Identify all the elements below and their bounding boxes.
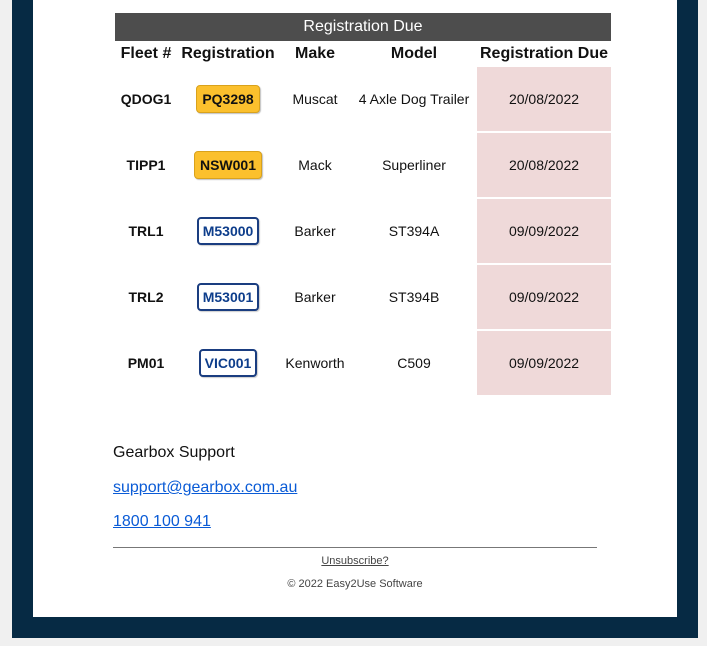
registration-table bbox=[115, 41, 611, 397]
column-header-fleet: Fleet # bbox=[120, 45, 172, 62]
registration-plate: NSW001 bbox=[194, 151, 262, 179]
make: Muscat bbox=[279, 67, 351, 132]
model: ST394B bbox=[351, 264, 477, 330]
model: 4 Axle Dog Trailer bbox=[351, 67, 477, 132]
registration-due-date: 09/09/2022 bbox=[477, 198, 611, 264]
fleet-number: TRL1 bbox=[115, 198, 177, 264]
fleet-number: TRL2 bbox=[115, 264, 177, 330]
registration-plate: PQ3298 bbox=[196, 85, 259, 113]
table-row bbox=[115, 330, 611, 396]
support-title: Gearbox Support bbox=[113, 444, 235, 461]
registration-due-date: 09/09/2022 bbox=[477, 264, 611, 330]
registration-due-section bbox=[115, 13, 611, 397]
table-row bbox=[115, 264, 611, 330]
make: Kenworth bbox=[279, 330, 351, 396]
email-card bbox=[33, 0, 677, 617]
make: Barker bbox=[279, 264, 351, 330]
section-banner: Registration Due bbox=[115, 13, 611, 41]
registration-due-date: 09/09/2022 bbox=[477, 330, 611, 396]
email-frame bbox=[12, 0, 698, 638]
unsubscribe-link[interactable]: Unsubscribe? bbox=[321, 555, 389, 567]
support-email-link[interactable]: support@gearbox.com.au bbox=[113, 479, 298, 496]
footer-divider bbox=[113, 547, 597, 548]
make: Mack bbox=[279, 132, 351, 198]
model: C509 bbox=[351, 330, 477, 396]
fleet-number: QDOG1 bbox=[115, 67, 177, 132]
column-header-make: Make bbox=[294, 45, 336, 62]
table-row bbox=[115, 67, 611, 132]
registration-plate: M53001 bbox=[197, 283, 260, 311]
copyright-text: © 2022 Easy2Use Software bbox=[287, 578, 423, 590]
make: Barker bbox=[279, 198, 351, 264]
registration-due-date: 20/08/2022 bbox=[477, 67, 611, 132]
model: Superliner bbox=[351, 132, 477, 198]
support-phone-link[interactable]: 1800 100 941 bbox=[113, 513, 211, 530]
table-row bbox=[115, 198, 611, 264]
column-header-model: Model bbox=[390, 45, 438, 62]
fleet-number: TIPP1 bbox=[115, 132, 177, 198]
fleet-number: PM01 bbox=[115, 330, 177, 396]
registration-due-date: 20/08/2022 bbox=[477, 132, 611, 198]
table-row bbox=[115, 132, 611, 198]
registration-plate: VIC001 bbox=[199, 349, 258, 377]
registration-plate: M53000 bbox=[197, 217, 260, 245]
column-header-registration-due: Registration Due bbox=[479, 45, 608, 62]
column-header-registration: Registration bbox=[181, 45, 275, 62]
table-header-row bbox=[115, 41, 611, 67]
model: ST394A bbox=[351, 198, 477, 264]
